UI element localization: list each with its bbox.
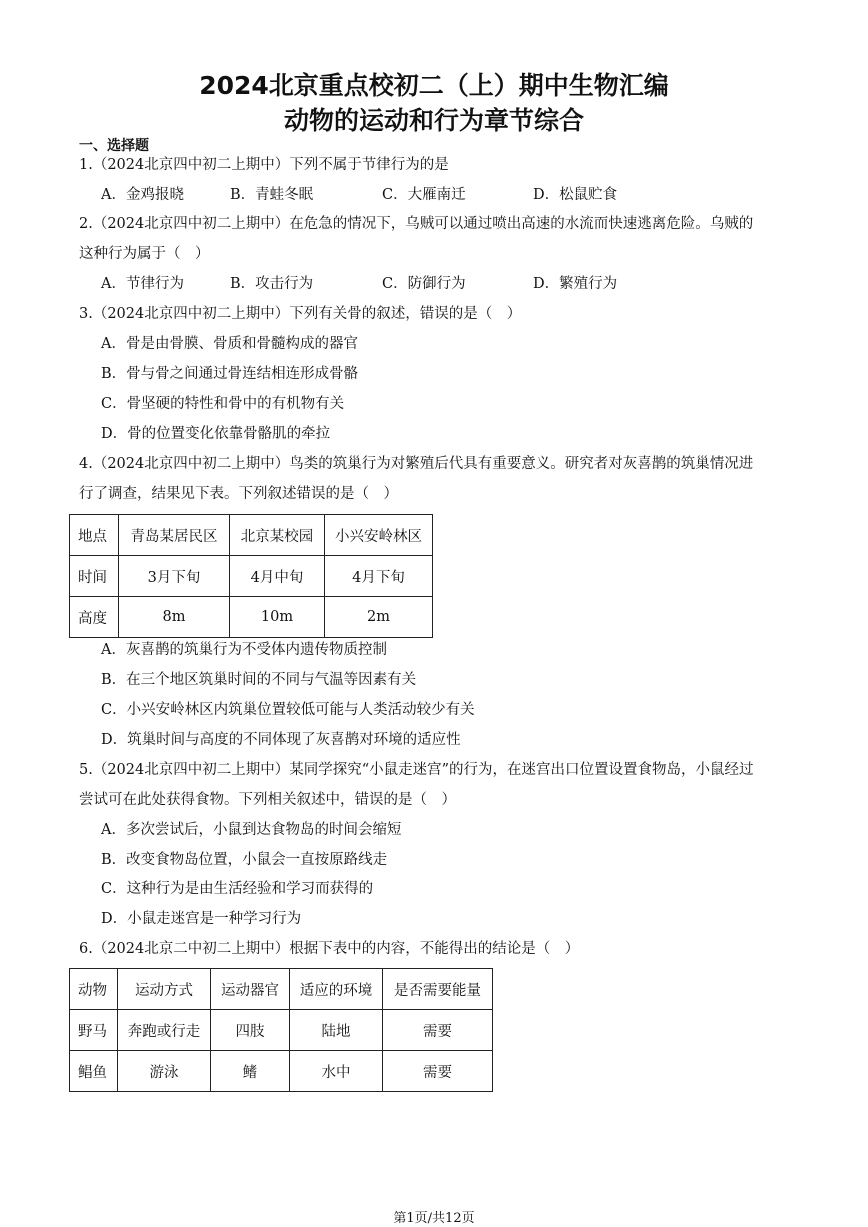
table-cell: 高度 [70, 597, 119, 638]
animal-movement-table [69, 968, 493, 1092]
table-cell: 游泳 [118, 1051, 211, 1092]
table-cell: 地点 [70, 515, 119, 556]
q5-option-c: C．这种行为是由生活经验和学习而获得的 [101, 881, 374, 897]
q1-option-b: B．青蛙冬眠 [230, 187, 314, 203]
table-cell: 奔跑或行走 [118, 1010, 211, 1051]
q2-option-c: C．防御行为 [382, 276, 466, 292]
table-row [70, 969, 493, 1010]
q5-option-b: B．改变食物岛位置，小鼠会一直按原路线走 [101, 852, 388, 868]
q3-option-c: C．骨坚硬的特性和骨中的有机物有关 [101, 396, 345, 412]
table-cell: 动物 [70, 969, 118, 1010]
question-5-stem-line2: 尝试可在此处获得食物。下列相关叙述中，错误的是（ ） [79, 792, 456, 808]
q5-option-a: A．多次尝试后，小鼠到达食物岛的时间会缩短 [101, 822, 402, 838]
q5-option-d: D．小鼠走迷宫是一种学习行为 [101, 911, 302, 927]
nest-survey-table [69, 514, 433, 638]
q1-option-c: C．大雁南迁 [382, 187, 466, 203]
q2-option-a: A．节律行为 [101, 276, 184, 292]
q2-option-b: B．攻击行为 [230, 276, 314, 292]
question-3-stem: 3.（2024北京四中初二上期中）下列有关骨的叙述，错误的是（ ） [79, 306, 522, 322]
table-cell: 陆地 [290, 1010, 383, 1051]
table-cell: 鳍 [211, 1051, 290, 1092]
table-row [70, 556, 433, 597]
question-2-stem-line2: 这种行为属于（ ） [79, 246, 210, 262]
q4-option-d: D．筑巢时间与高度的不同体现了灰喜鹊对环境的适应性 [101, 732, 461, 748]
table-cell: 3月下旬 [119, 556, 230, 597]
table-row [70, 515, 433, 556]
q3-option-b: B．骨与骨之间通过骨连结相连形成骨骼 [101, 366, 359, 382]
table-cell: 4月中旬 [230, 556, 325, 597]
table-row [70, 1051, 493, 1092]
question-1-stem: 1.（2024北京四中初二上期中）下列不属于节律行为的是 [79, 157, 449, 173]
table-cell: 是否需要能量 [383, 969, 493, 1010]
table-row [70, 597, 433, 638]
table-cell: 运动器官 [211, 969, 290, 1010]
table-cell: 运动方式 [118, 969, 211, 1010]
question-4-stem-line1: 4.（2024北京四中初二上期中）鸟类的筑巢行为对繁殖后代具有重要意义。研究者对灰喜鹊的筑巢情况进 [79, 456, 754, 472]
question-5-stem-line1: 5.（2024北京四中初二上期中）某同学探究“小鼠走迷宫”的行为，在迷宫出口位置设置食物岛，小鼠经过 [79, 762, 754, 778]
question-4-stem-line2: 行了调查，结果见下表。下列叙述错误的是（ ） [79, 486, 398, 502]
q2-option-d: D．繁殖行为 [533, 276, 618, 292]
table-cell: 鲳鱼 [70, 1051, 118, 1092]
question-6-stem: 6.（2024北京二中初二上期中）根据下表中的内容，不能得出的结论是（ ） [79, 941, 580, 957]
table-row [70, 1010, 493, 1051]
table-cell: 北京某校园 [230, 515, 325, 556]
table-cell: 需要 [383, 1010, 493, 1051]
page-title: 2024北京重点校初二（上）期中生物汇编 [199, 71, 669, 100]
section-heading: 一、选择题 [79, 138, 149, 154]
page-subtitle: 动物的运动和行为章节综合 [283, 106, 584, 135]
table-cell: 适应的环境 [290, 969, 383, 1010]
q4-option-a: A．灰喜鹊的筑巢行为不受体内遗传物质控制 [101, 642, 387, 658]
table-cell: 四肢 [211, 1010, 290, 1051]
table-cell: 2m [325, 597, 433, 638]
table-cell: 水中 [290, 1051, 383, 1092]
table-cell: 青岛某居民区 [119, 515, 230, 556]
table-cell: 4月下旬 [325, 556, 433, 597]
q3-option-d: D．骨的位置变化依靠骨骼肌的牵拉 [101, 426, 331, 442]
question-2-stem-line1: 2.（2024北京四中初二上期中）在危急的情况下，乌贼可以通过喷出高速的水流而快速逃离危险。乌贼的 [79, 216, 754, 232]
table-cell: 野马 [70, 1010, 118, 1051]
q4-option-c: C．小兴安岭林区内筑巢位置较低可能与人类活动较少有关 [101, 702, 475, 718]
q1-option-a: A．金鸡报晓 [101, 187, 184, 203]
q1-option-d: D．松鼠贮食 [533, 187, 618, 203]
table-cell: 8m [119, 597, 230, 638]
table-cell: 小兴安岭林区 [325, 515, 433, 556]
table-cell: 时间 [70, 556, 119, 597]
q3-option-a: A．骨是由骨膜、骨质和骨髓构成的器官 [101, 336, 358, 352]
table-cell: 需要 [383, 1051, 493, 1092]
page-number: 第1页/共12页 [393, 1211, 475, 1226]
table-cell: 10m [230, 597, 325, 638]
q4-option-b: B．在三个地区筑巢时间的不同与气温等因素有关 [101, 672, 417, 688]
